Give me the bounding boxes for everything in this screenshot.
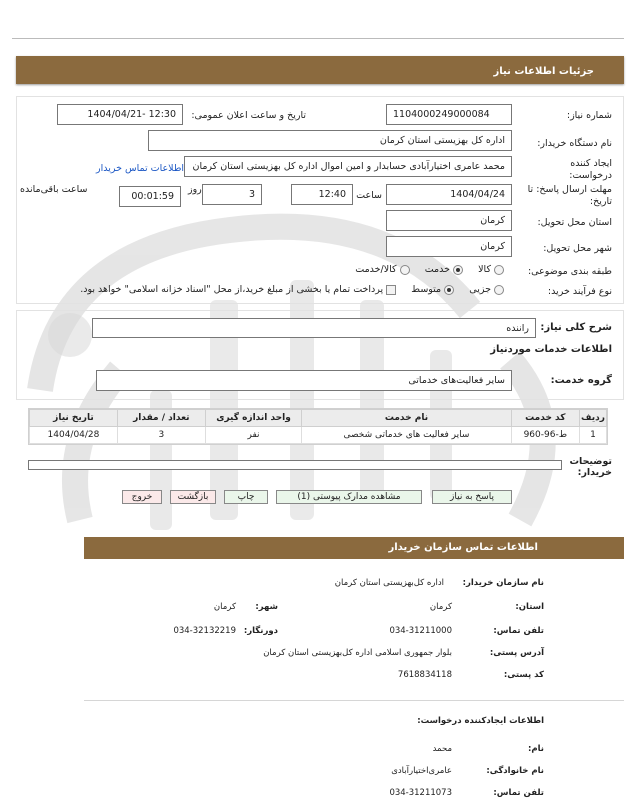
- radio-goods-service[interactable]: [400, 265, 410, 275]
- col-name: نام خدمت: [302, 410, 511, 427]
- summary-field: راننده: [92, 318, 536, 338]
- services-heading: اطلاعات خدمات موردنیاز: [490, 344, 612, 355]
- creator-label-2: درخواست:: [569, 170, 612, 181]
- cell-qty: 3: [117, 427, 205, 444]
- process-option-medium[interactable]: متوسط: [411, 284, 454, 295]
- process-radio-group: [80, 284, 504, 295]
- contact-address-value: بلوار جمهوری اسلامی اداره کل‌بهزیستی استان کرمان: [263, 648, 452, 658]
- contact-address-label: آدرس پستی:: [489, 648, 544, 658]
- buyer-org-field: اداره کل بهزیستی استان کرمان: [148, 130, 512, 151]
- cell-unit: نفر: [205, 427, 302, 444]
- creator-last-name-label: نام خانوادگی:: [486, 766, 544, 776]
- col-date: تاریخ نیاز: [30, 410, 118, 427]
- city-label: شهر محل تحویل:: [543, 243, 612, 254]
- creator-field: محمد عامری اختیارآبادی حسابدار و امین اموال اداره کل بهزیستی استان کرمان: [184, 156, 512, 177]
- category-radio-group: [355, 264, 504, 275]
- deadline-time-field: 12:40: [291, 184, 353, 205]
- buyer-org-label: نام دستگاه خریدار:: [537, 138, 612, 149]
- need-number-field: 1104000249000084: [386, 104, 512, 125]
- payment-option[interactable]: [80, 284, 396, 295]
- org-name-label: نام سازمان خریدار:: [462, 578, 544, 588]
- creator-last-name-value: عامری‌اختیارآبادی: [391, 766, 452, 776]
- category-option-goods[interactable]: کالا: [478, 264, 504, 275]
- category-option-both[interactable]: کالا/خدمت: [355, 264, 409, 275]
- contact-province-label: استان:: [515, 602, 544, 612]
- contact-phone-label: تلفن تماس:: [493, 626, 544, 636]
- announce-field: 1404/04/21- 12:30: [57, 104, 183, 125]
- col-row: ردیف: [579, 410, 606, 427]
- summary-label: شرح کلی نیاز:: [540, 322, 612, 333]
- table-header-row: [30, 410, 607, 427]
- contact-header: [84, 537, 624, 559]
- print-button[interactable]: چاپ: [224, 490, 268, 504]
- remaining-field: 00:01:59: [119, 186, 181, 207]
- notes-field: [28, 460, 562, 470]
- city-field: کرمان: [386, 236, 512, 257]
- contact-phone-value: 034-31211000: [389, 626, 452, 636]
- radio-minor[interactable]: [494, 285, 504, 295]
- cell-code: ط-96-960: [511, 427, 579, 444]
- attachments-button[interactable]: مشاهده مدارک پیوستی (1): [276, 490, 422, 504]
- contact-divider: [84, 700, 624, 701]
- process-label: نوع فرآیند خرید:: [547, 286, 612, 297]
- creator-phone-value: 034-31211073: [389, 788, 452, 798]
- contact-province-value: کرمان: [429, 602, 452, 612]
- page-title: جزئیات اطلاعات نیاز: [493, 66, 594, 77]
- contact-postal-value: 7618834118: [397, 670, 452, 680]
- col-code: کد خدمت: [511, 410, 579, 427]
- creator-phone-label: تلفن تماس:: [493, 788, 544, 798]
- contact-postal-label: کد پستی:: [503, 670, 544, 680]
- items-table-wrapper: [28, 408, 608, 445]
- contact-city-value: کرمان: [213, 602, 236, 612]
- payment-note: پرداخت تمام یا بخشی از مبلغ خرید،از محل "اسناد خزانه اسلامی" خواهد بود.: [80, 284, 384, 295]
- service-group-field: سایر فعالیت‌های خدماتی: [96, 370, 512, 391]
- buyer-contact-link[interactable]: اطلاعات تماس خریدار: [96, 163, 185, 174]
- cell-name: سایر فعالیت های خدماتی شخصی: [302, 427, 511, 444]
- table-row: [30, 427, 607, 444]
- payment-checkbox[interactable]: [386, 285, 396, 295]
- cell-row: 1: [579, 427, 606, 444]
- creator-label-1: ایجاد کننده: [570, 158, 612, 169]
- category-option-service[interactable]: خدمت: [425, 264, 463, 275]
- deadline-label-1: مهلت ارسال پاسخ: تا: [527, 184, 612, 195]
- deadline-label-2: تاریخ:: [589, 196, 612, 207]
- radio-medium[interactable]: [444, 285, 454, 295]
- time-label: ساعت: [356, 190, 382, 201]
- remaining-label: ساعت باقی‌مانده: [20, 184, 88, 195]
- org-name-value: اداره کل‌بهزیستی استان کرمان: [334, 578, 444, 588]
- exit-button[interactable]: خروج: [122, 490, 162, 504]
- days-field: 3: [202, 184, 262, 205]
- radio-service[interactable]: [453, 265, 463, 275]
- contact-fax-label: دورنگار:: [243, 626, 278, 636]
- process-option-minor[interactable]: جزیی: [469, 284, 504, 295]
- province-label: استان محل تحویل:: [537, 217, 612, 228]
- contact-title: اطلاعات تماس سازمان خریدار: [388, 542, 538, 553]
- need-number-label: شماره نیاز:: [566, 110, 612, 121]
- creator-first-name-value: محمد: [432, 744, 452, 754]
- creator-first-name-label: نام:: [527, 744, 544, 754]
- reply-button[interactable]: پاسخ به نیاز: [432, 490, 512, 504]
- announce-label: تاریخ و ساعت اعلان عمومی:: [191, 110, 306, 121]
- items-table: [29, 409, 607, 444]
- top-divider: [12, 38, 624, 39]
- service-group-label: گروه خدمت:: [550, 375, 612, 386]
- notes-label-2: خریدار:: [577, 467, 612, 478]
- creator-heading: اطلاعات ایجادکننده درخواست:: [417, 716, 544, 726]
- deadline-date-field: 1404/04/24: [386, 184, 512, 205]
- contact-city-label: شهر:: [255, 602, 278, 612]
- cell-date: 1404/04/28: [30, 427, 118, 444]
- notes-label-1: توضیحات: [569, 456, 612, 467]
- day-label: روز: [188, 184, 202, 195]
- radio-goods[interactable]: [494, 265, 504, 275]
- col-qty: تعداد / مقدار: [117, 410, 205, 427]
- back-button[interactable]: بازگشت: [170, 490, 216, 504]
- province-field: کرمان: [386, 210, 512, 231]
- col-unit: واحد اندازه گیری: [205, 410, 302, 427]
- contact-fax-value: 034-32132219: [173, 626, 236, 636]
- category-label: طبقه بندی موضوعی:: [527, 266, 612, 277]
